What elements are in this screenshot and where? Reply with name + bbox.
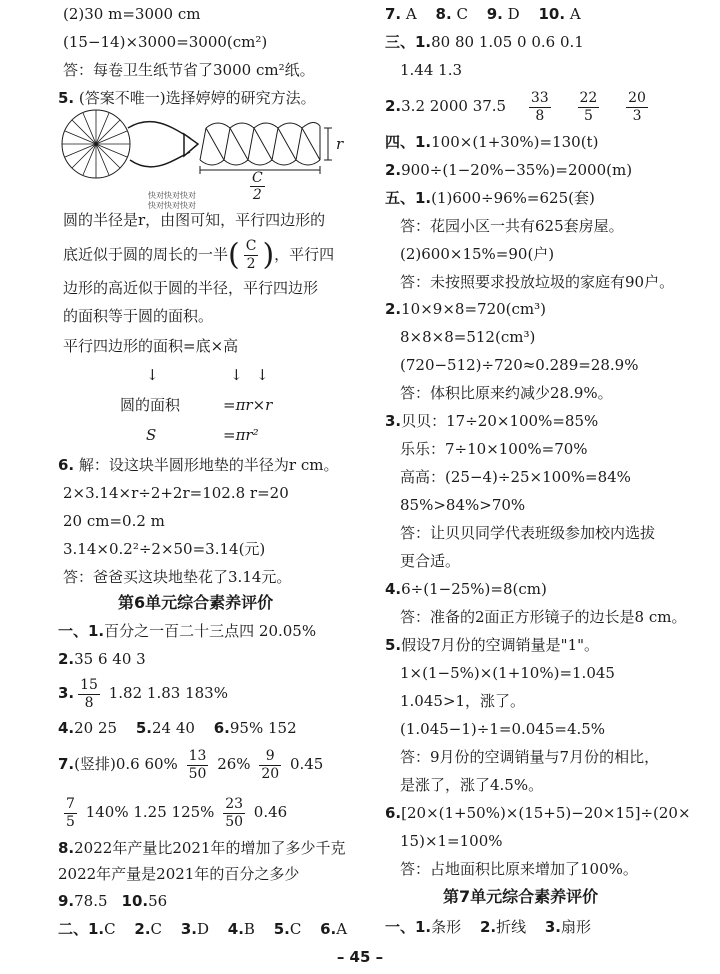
answer-line: (720−512)÷720≈0.289=28.9% xyxy=(400,356,639,374)
fraction: $\frac{C}{2}$ xyxy=(245,238,257,272)
answer-line: 2.35 6 40 3 xyxy=(58,650,146,668)
fraction: $\frac{33}{8}$ xyxy=(530,89,549,124)
circle-parallelogram-figure xyxy=(58,108,358,212)
answer-line: 答：让贝贝同学代表班级参加校内选拔 xyxy=(400,524,656,542)
answer-line: 15)×1=100% xyxy=(400,832,503,850)
answer-line: 更合适。 xyxy=(400,552,461,570)
answer-line: 二、1.C 2.C 3.D 4.B 5.C 6.A xyxy=(58,920,348,938)
answer-line: 1.045>1，涨了。 xyxy=(400,692,526,710)
answer-line: 答：9月份的空调销量与7月份的相比， xyxy=(400,748,660,766)
answer-line: 1.44 1.3 xyxy=(400,61,463,79)
answer-line: 3.贝贝：17÷20×100%=85% xyxy=(385,412,599,430)
answer-line: 2.900÷(1−20%−35%)=2000(m) xyxy=(385,161,633,179)
answer-line: 20 cm=0.2 m xyxy=(63,512,165,530)
fraction: $\frac{7}{5}$ xyxy=(66,795,75,830)
formula-title: 平行四边形的面积=底×高 xyxy=(63,337,239,355)
answer-line: 2022年产量是2021年的百分之多少 xyxy=(58,865,300,883)
answer-line: 2.3.2 2000 37.5 $\frac{33}{8}$ $\frac{22}{5}$ $\frac{20}{3}$ xyxy=(385,89,646,124)
fraction: $\frac{15}{8}$ xyxy=(80,676,98,711)
answer-line: 1×(1−5%)×(1+10%)=1.045 xyxy=(400,664,615,682)
answer-line: 四、1.100×(1+30%)=130(t) xyxy=(385,133,599,151)
answer-line: 5.假设7月份的空调销量是"1"。 xyxy=(385,636,600,654)
answer-line: 三、1.80 80 1.05 0 0.6 0.1 xyxy=(385,33,584,51)
answer-line: 答：爸爸买这块地垫花了3.14元。 xyxy=(63,568,292,586)
answer-line: 7. A 8. C 9. D 10. A xyxy=(385,5,581,23)
answer-line: (1.045−1)÷1=0.045=4.5% xyxy=(400,720,606,738)
answer-line: 边形的高近似于圆的半径，平行四边形 xyxy=(63,279,319,297)
answer-line: 8×8×8=512(cm³) xyxy=(400,328,536,346)
answer-line: 答：体积比原来约减少28.9%。 xyxy=(400,384,613,402)
arrow: ↓ xyxy=(256,366,269,384)
answer-line: 答：未按照要求投放垃圾的家庭有90户。 xyxy=(400,273,675,291)
section-title: 第6单元综合素养评价 xyxy=(118,593,274,612)
formula-label: 圆的面积 xyxy=(120,396,181,414)
fraction: $\frac{13}{50}$ xyxy=(188,747,207,782)
answer-line: 2×3.14×r÷2+2r=102.8 r=20 xyxy=(63,484,289,502)
answer-line: $\frac{7}{5}$ 140% 1.25 125% $\frac{23}{50}$ 0.46 xyxy=(66,795,288,830)
answer-line: (2)30 m=3000 cm xyxy=(63,5,201,23)
answer-line: 圆的半径是r，由图可知，平行四边形的 xyxy=(63,211,326,229)
answer-line: 8.2022年产量比2021年的增加了多少千克 xyxy=(58,839,346,857)
figure-label-c-over-2: C 2 xyxy=(252,170,263,203)
answer-line: 高高：(25−4)÷25×100%=84% xyxy=(400,468,631,486)
answer-line: 6.[20×(1+50%)×(15+5)−20×15]÷(20× xyxy=(385,804,691,822)
answer-line: 答：准备的2面正方形镜子的边长是8 cm。 xyxy=(400,608,687,626)
answer-line: 7.(竖排)0.6 60% $\frac{13}{50}$ 26% $\frac{9}{20}$ 0.45 xyxy=(58,747,324,782)
answer-line: (2)600×15%=90(户) xyxy=(400,245,555,263)
arrow: ↓ xyxy=(230,366,243,384)
answer-line: 3.14×0.2²÷2×50=3.14(元) xyxy=(63,540,266,558)
answer-line: 9.78.5 10.56 xyxy=(58,892,168,910)
answer-line: 五、1.(1)600÷96%=625(套) xyxy=(385,189,595,207)
answer-line: 4.20 25 5.24 40 6.95% 152 xyxy=(58,719,297,737)
formula-value: =πr² xyxy=(223,426,259,444)
figure-note: 快对快对快对 xyxy=(148,191,196,200)
figure-svg xyxy=(58,108,358,212)
answer-line: 答：花园小区一共有625套房屋。 xyxy=(400,217,624,235)
answer-line: 3. $\frac{15}{8}$ 1.82 1.83 183% xyxy=(58,676,228,711)
fraction: $\frac{23}{50}$ xyxy=(225,795,244,830)
fraction: $\frac{20}{3}$ xyxy=(628,89,646,124)
question-6: 6. 解：设这块半圆形地垫的半径为r cm。 xyxy=(58,456,339,474)
answer-line-with-fraction: 底近似于圆的周长的一半( $\frac{C}{2}$ )，平行四 xyxy=(63,237,335,273)
question-5: 5. (答案不唯一)选择婷婷的研究方法。 xyxy=(58,89,316,107)
fraction: $\frac{22}{5}$ xyxy=(579,89,598,124)
answer-line: 2.10×9×8=720(cm³) xyxy=(385,300,546,318)
answer-line: (15−14)×3000=3000(cm²) xyxy=(63,33,268,51)
page-number: – 45 – xyxy=(336,948,384,966)
formula-label: S xyxy=(146,426,157,444)
answer-line: 一、1.百分之一百二十三点四 20.05% xyxy=(58,622,317,640)
fraction: $\frac{9}{20}$ xyxy=(261,747,280,782)
answer-line: 答：占地面积比原来增加了100%。 xyxy=(400,860,638,878)
section-title: 第7单元综合素养评价 xyxy=(443,887,599,906)
answer-line: 是涨了，涨了4.5%。 xyxy=(400,776,544,794)
answer-line: 一、1.条形 2.折线 3.扇形 xyxy=(385,918,592,936)
answer-line: 4.6÷(1−25%)=8(cm) xyxy=(385,580,547,598)
answer-line: 85%>84%>70% xyxy=(400,496,526,514)
answer-line: 的面积等于圆的面积。 xyxy=(63,307,214,325)
answer-line: 答：每卷卫生纸节省了3000 cm²纸。 xyxy=(63,61,315,79)
figure-note: 快对快对快对 xyxy=(148,201,196,210)
figure-label-r: r xyxy=(336,135,344,153)
arrow: ↓ xyxy=(146,366,159,384)
formula-value: =πr×r xyxy=(223,396,273,414)
answer-line: 乐乐：7÷10×100%=70% xyxy=(400,440,588,458)
